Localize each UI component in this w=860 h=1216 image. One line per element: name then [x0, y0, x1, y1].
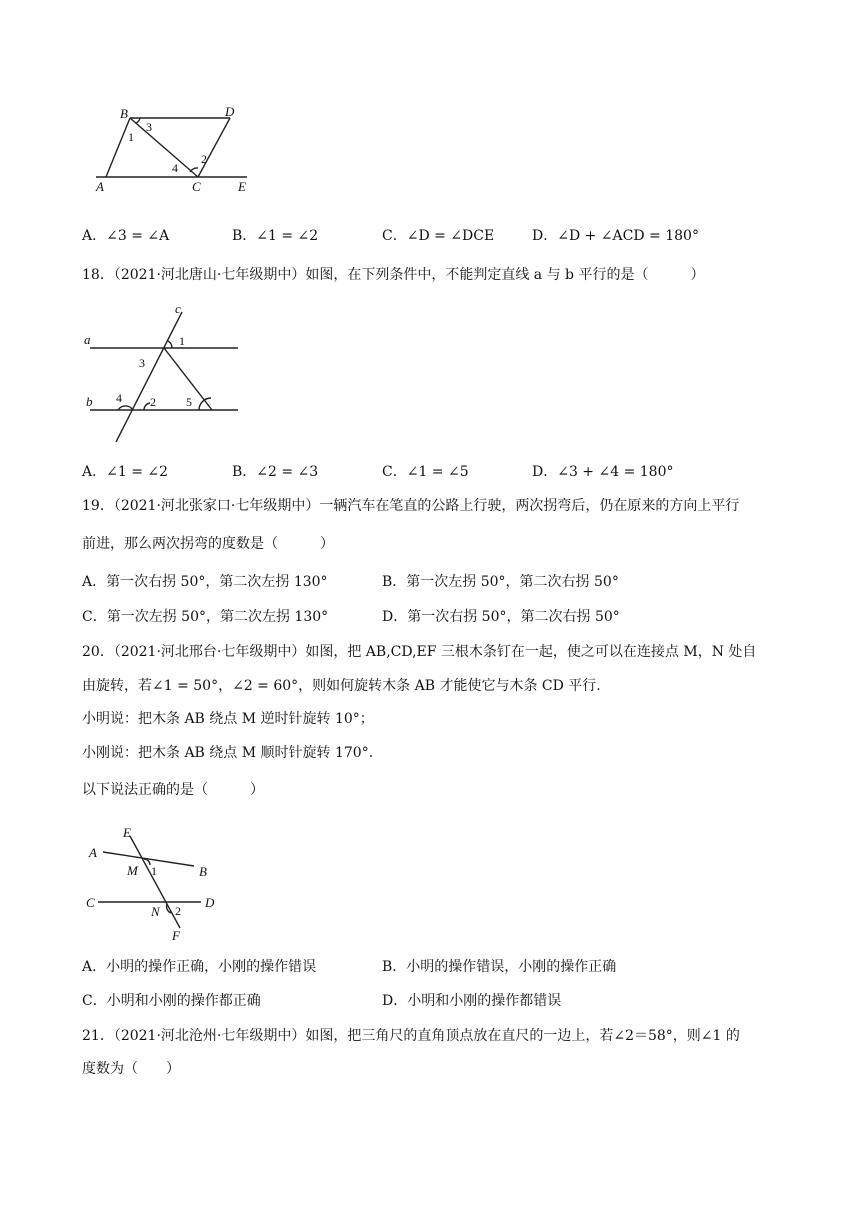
angle-label-2: 2 [175, 904, 181, 918]
angle-label-2: 2 [150, 395, 156, 409]
q20-option-b[interactable]: B．小明的操作错误，小刚的操作正确 [382, 959, 617, 975]
q20-stem-line4: 小刚说：把木条 AB 绕点 M 顺时针旋转 170°. [82, 745, 374, 761]
angle-label-1: 1 [151, 864, 157, 878]
q19-stem-line2: 前进，那么两次拐弯的度数是（ ） [82, 536, 334, 552]
label-C: C [192, 179, 201, 194]
angle-label-2: 2 [201, 152, 207, 166]
label-line-a: a [84, 332, 91, 347]
q18-option-a[interactable]: A．∠1 = ∠2 [82, 464, 169, 480]
q17-option-b[interactable]: B．∠1 = ∠2 [232, 228, 319, 244]
q19-option-c[interactable]: C．第一次左拐 50°，第二次左拐 130° [82, 609, 329, 625]
label-E: E [123, 825, 131, 840]
angle-label-4: 4 [172, 161, 178, 175]
label-E: E [238, 179, 246, 194]
q17-option-c[interactable]: C．∠D = ∠DCE [382, 228, 495, 244]
label-D: D [225, 104, 235, 119]
label-A: A [89, 845, 97, 860]
q20-stem-line1: 20．（2021·河北邢台·七年级期中）如图，把 AB,CD,EF 三根木条钉在一起，使之可以在连接点 M，N 处自 [82, 644, 757, 660]
angle-label-3: 3 [139, 356, 145, 370]
label-M: M [127, 863, 138, 878]
label-C: C [86, 895, 95, 910]
q20-option-c[interactable]: C．小明和小刚的操作都正确 [82, 993, 261, 1009]
q18-option-d[interactable]: D．∠3 + ∠4 = 180° [532, 464, 674, 480]
angle-label-1: 1 [179, 334, 185, 348]
q17-option-a[interactable]: A．∠3 = ∠A [82, 228, 170, 244]
label-B: B [120, 106, 128, 121]
angle-label-3: 3 [146, 120, 152, 134]
q20-stem-line2: 由旋转，若∠1 = 50°，∠2 = 60°，则如何旋转木条 AB 才能使它与木条 CD 平行. [82, 678, 601, 694]
q21-stem-line1: 21．（2021·河北沧州·七年级期中）如图，把三角尺的直角顶点放在直尺的一边上，若∠2＝58°，则∠1 的 [82, 1028, 740, 1044]
q20-stem-line3: 小明说：把木条 AB 绕点 M 逆时针旋转 10°； [82, 711, 374, 727]
q18-option-c[interactable]: C．∠1 = ∠5 [382, 464, 469, 480]
q20-stem-line5: 以下说法正确的是（ ） [82, 782, 264, 798]
q20-option-d[interactable]: D．小明和小刚的操作都错误 [382, 993, 562, 1009]
q19-option-d[interactable]: D．第一次右拐 50°，第二次右拐 50° [382, 609, 620, 625]
label-N: N [151, 904, 160, 919]
angle-label-4: 4 [116, 391, 122, 405]
angle-label-1: 1 [128, 130, 134, 144]
q18-option-b[interactable]: B．∠2 = ∠3 [232, 464, 319, 480]
q20-option-a[interactable]: A．小明的操作正确，小刚的操作错误 [82, 959, 317, 975]
label-line-c: c [175, 301, 181, 316]
q21-stem-line2: 度数为（ ） [82, 1061, 180, 1077]
label-A: A [96, 179, 104, 194]
angle-label-5: 5 [186, 395, 192, 409]
label-B: B [199, 864, 207, 879]
label-F: F [172, 928, 180, 943]
q18-stem: 18．（2021·河北唐山·七年级期中）如图，在下列条件中，不能判定直线 a 与 b 平行的是（ ） [82, 267, 705, 283]
q19-stem-line1: 19．（2021·河北张家口·七年级期中）一辆汽车在笔直的公路上行驶，两次拐弯后，仍在原来的方向上平行 [82, 498, 740, 514]
q19-option-b[interactable]: B．第一次左拐 50°，第二次右拐 50° [382, 574, 619, 590]
label-D: D [205, 895, 215, 910]
label-line-b: b [86, 394, 93, 409]
q17-option-d[interactable]: D．∠D + ∠ACD = 180° [532, 228, 699, 244]
q19-option-a[interactable]: A．第一次右拐 50°，第二次左拐 130° [82, 574, 328, 590]
